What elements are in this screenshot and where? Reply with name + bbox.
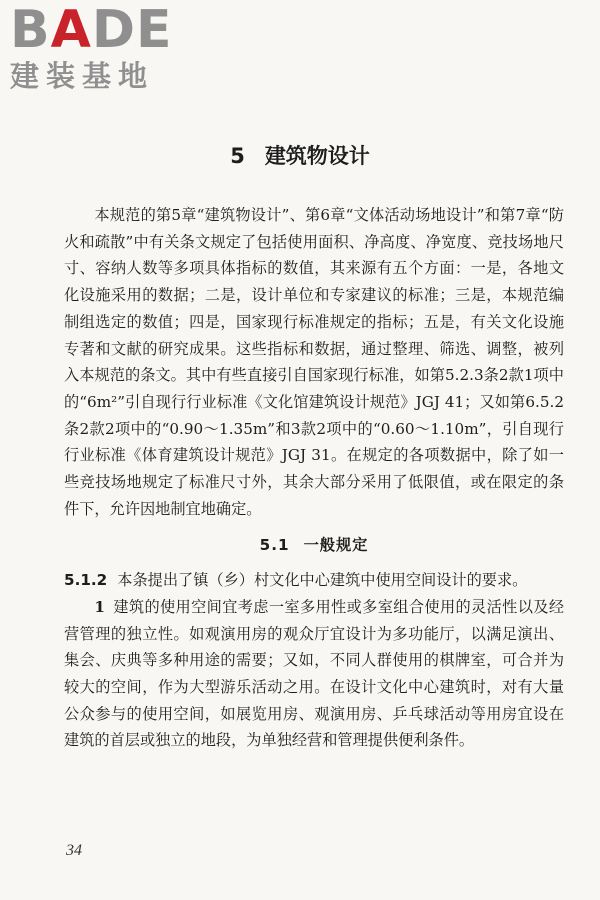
clause-paragraph: [64, 567, 564, 594]
bade-logo: [10, 0, 180, 94]
intro-paragraph: 本规范的第5章“建筑物设计”、第6章“文体活动场地设计”和第7章“防火和疏散”中有关条文规定了包括使用面积、净高度、净宽度、竞技场地尺寸、容纳人数等多项具体指标的数值，其来源有五个方面：一是，各地文化设施采用的数据；二是，设计单位和专家建议的标准；三是，本规范编制组选定的数值；四是，国家现行标准规定的指标；五是，有关文化设施专著和文献的研究成果。这些指标和数据，通过整理、筛选、调整，被列入本规范的条文。其中有些直接引自国家现行标准，如第5.2.3条2款1项中的“6m²”引自现行行业标准《文化馆建筑设计规范》JGJ 41；又如第6.5.2条2款2项中的“0.90～1.35m”和3款2项中的“0.60～1.10m”，引自现行行业标准《体育建筑设计规范》JGJ 31。在规定的各项数据中，除了如一些竞技场地规定了标准尺寸外，其余大部分采用了低限值，或在限定的条件下，允许因地制宜地确定。: [64, 206, 564, 518]
logo-subtitle: 建装基地: [10, 59, 155, 93]
chapter-number: 5: [230, 144, 245, 168]
section-number: 5.1: [259, 536, 290, 555]
item-text: 建筑的使用空间宜考虑一室多用性或多室组合使用的灵活性以及经营管理的独立性。如观演用房的观众厅宜设计为多功能厅，以满足演出、集会、庆典等多种用途的需要；又如，不同人群使用的棋牌室，可合并为较大的空间，作为大型游乐活动之用。在设计文化中心建筑时，对有大量公众参与的使用空间，如展览用房、观演用房、乒乓球活动等用房宜设在建筑的首层或独立的地段，为单独经营和管理提供便利条件。: [64, 597, 564, 750]
section-title: 一般规定: [303, 536, 369, 555]
document-body: [64, 202, 564, 754]
chapter-title: [0, 142, 600, 170]
clause-text: 本条提出了镇（乡）村文化中心建筑中使用空间设计的要求。: [117, 571, 528, 590]
logo-letter-a-accent: A: [50, 0, 92, 60]
item-number: 1: [94, 597, 105, 616]
item-paragraph: [64, 594, 564, 754]
chapter-title-text: 建筑物设计: [264, 144, 370, 168]
logo-letters-de: DE: [91, 0, 173, 60]
logo-letter-b: B: [10, 0, 51, 60]
logo-wordmark: [10, 0, 173, 60]
clause-number: 5.1.2: [64, 571, 108, 590]
section-heading: [64, 532, 564, 559]
page-number: 34: [66, 842, 82, 859]
